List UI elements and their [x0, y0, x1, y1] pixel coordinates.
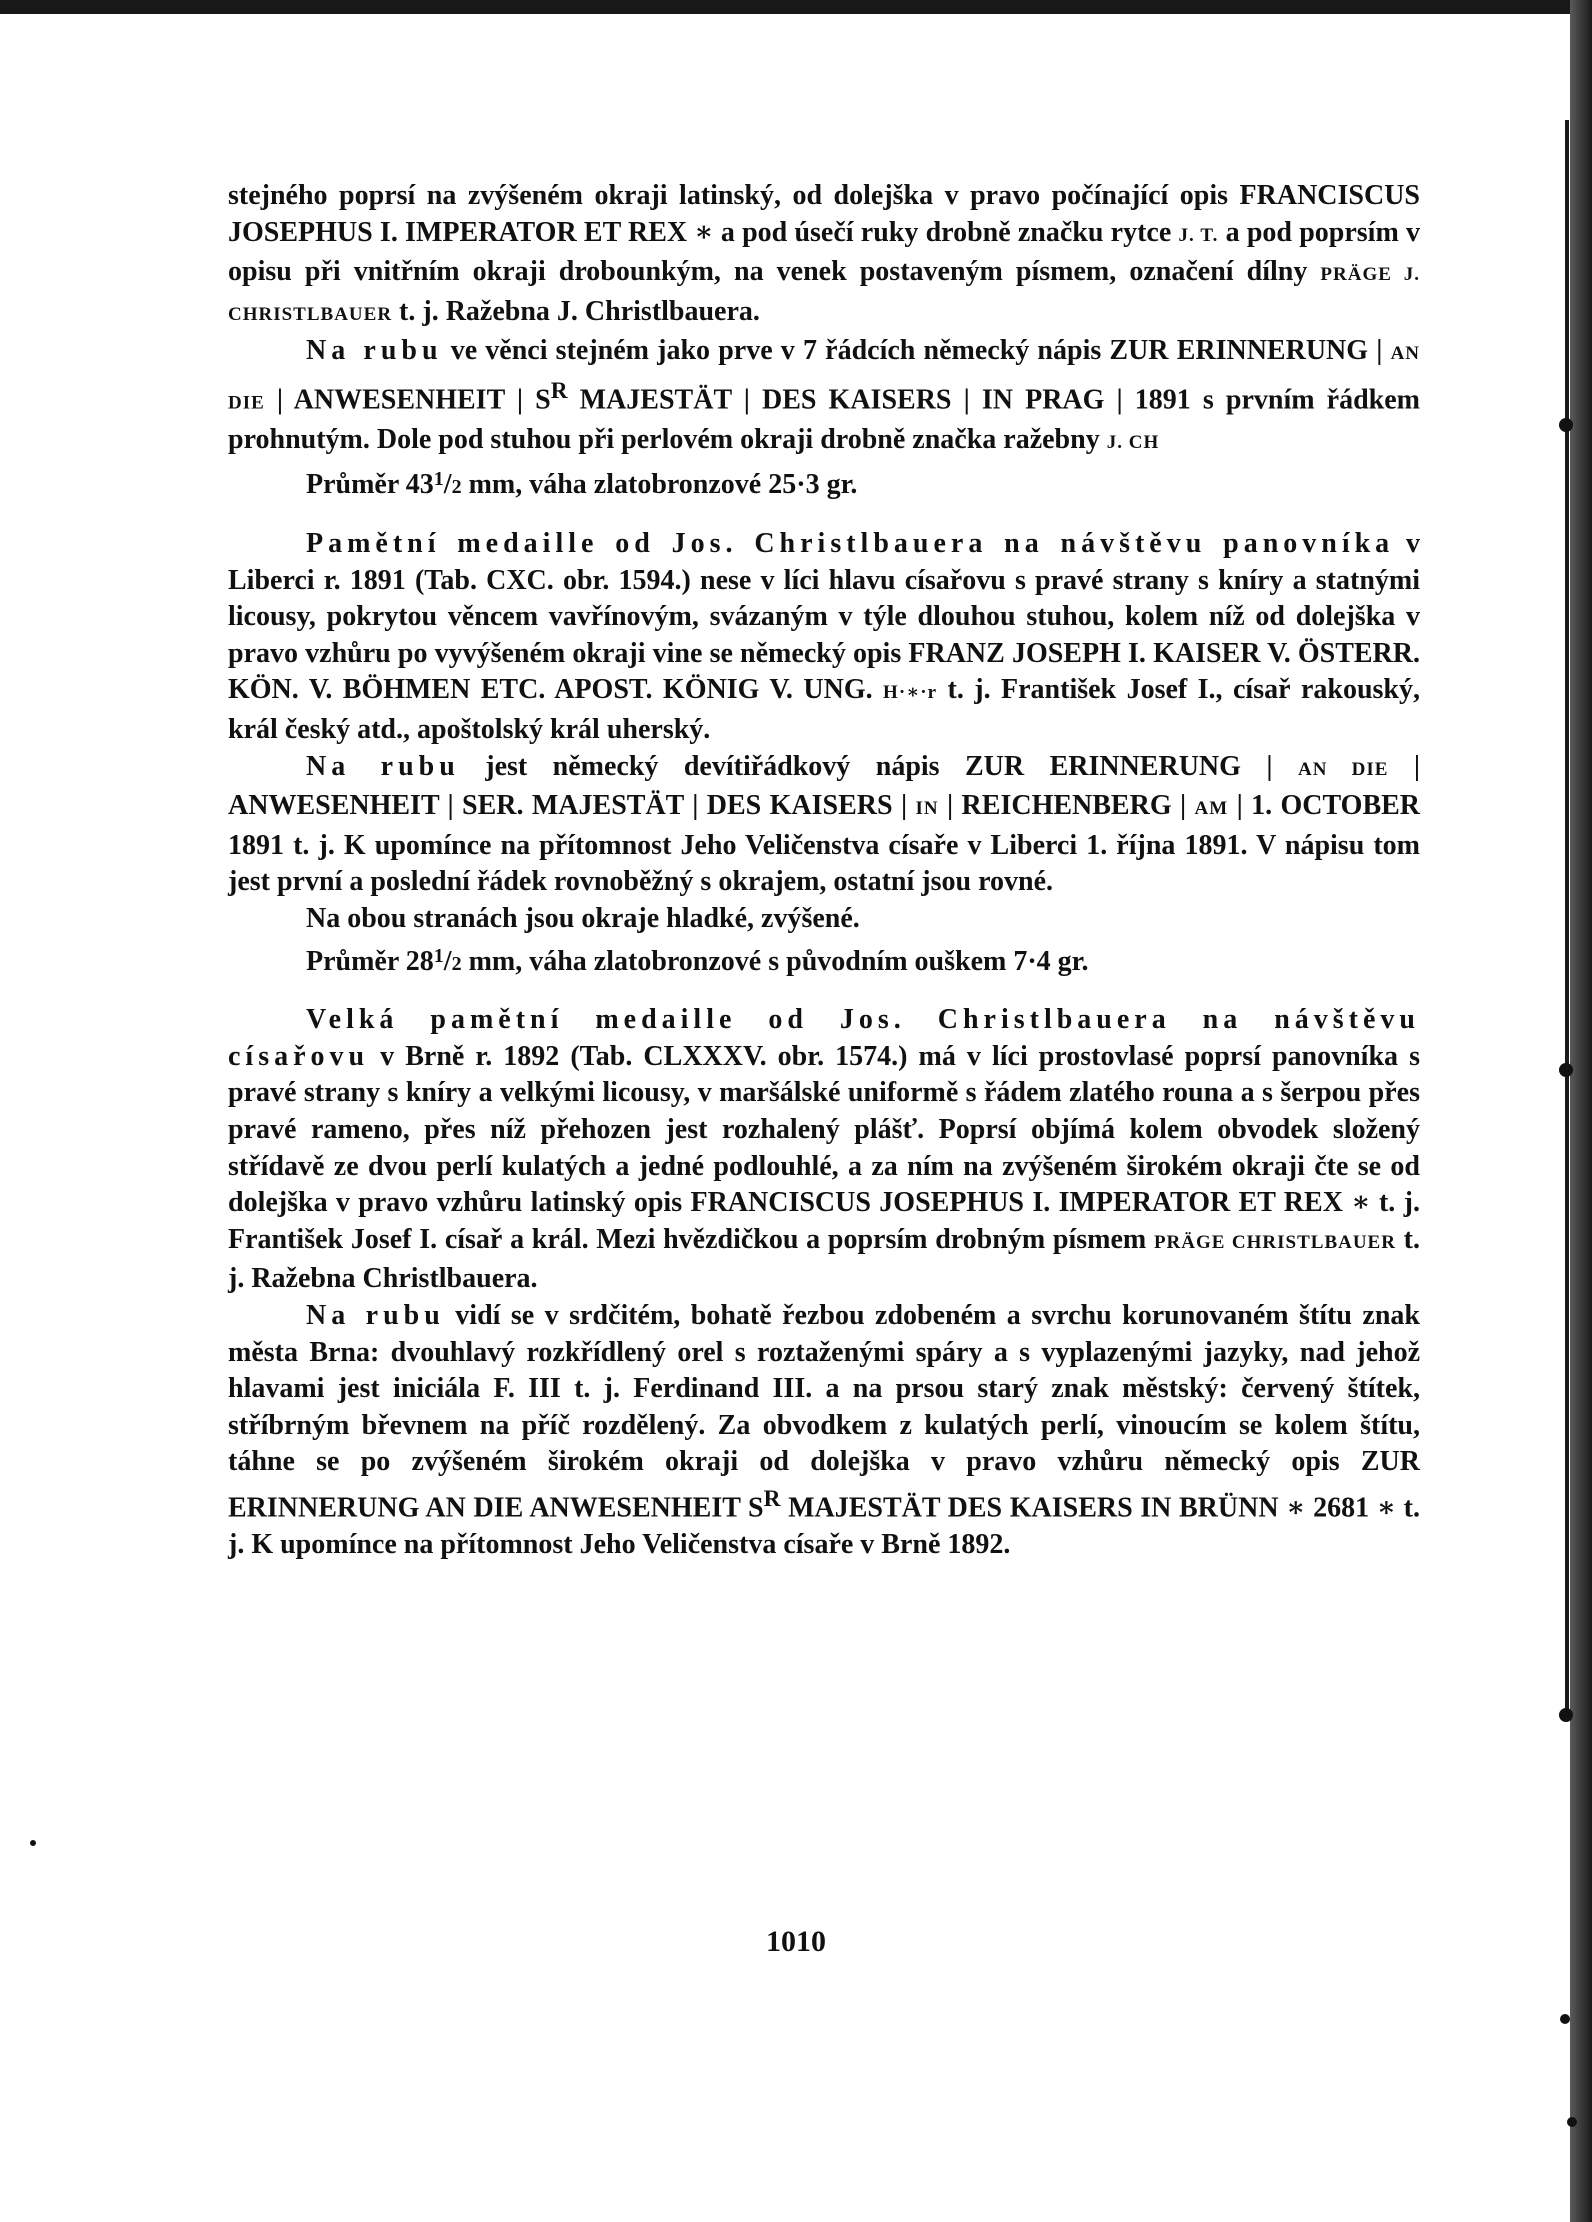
text-run: | ANWESENHEIT | S [264, 384, 551, 416]
text-run: t. j. Ražebna Christlbauera. [228, 1223, 1421, 1295]
text-run: jest německý devítiřádkový nápis ZUR ERINNERUNG | [459, 750, 1298, 782]
spaced-lead: Na rubu [306, 750, 460, 782]
spaced-lead: Na rubu [306, 1299, 445, 1331]
text-run: v Brně r. 1892 (Tab. CLXXXV. obr. 1574.) má v líci prostovlasé poprsí panovníka s pravé strany s kníry a velkými licousy, v maršálské uniformě s řádem zlatého rouna a s šerpou přes pravé rameno, přes níž přehozen jest rozhalený plášť. Poprsí objímá kolem obvodek složený střídavě ze dvou perlí kulatých a jedné podlouhlé, a za ním na zvýšeném širokém okraji čte se od dolejška v pravo vzhůru latinský opis FRANCISCUS JOSEPHUS I. IMPERATOR ET REX ∗ t. j. František Josef I. císař a král. Mezi hvězdičkou a poprsím drobným písmem [228, 1040, 1420, 1255]
scan-dot-left [30, 1840, 36, 1846]
paragraph-9 [228, 1298, 1420, 1563]
margin-mark-2 [1559, 1063, 1573, 1077]
text-run: mm, váha zlatobronzové s původním ouškem 7·4 gr. [461, 945, 1089, 977]
paragraph-8 [228, 1002, 1420, 1298]
spaced-lead: Na rubu [306, 335, 443, 367]
page-number: 1010 [766, 1925, 826, 1958]
engraver-mark: J. T. [1178, 224, 1219, 246]
text-run: | ANWESENHEIT | SER. MAJESTÄT | DES KAISERS | [228, 750, 1420, 822]
text-run: MAJESTÄT DES KAISERS IN BRÜNN ∗ 2681 ∗ t. j. K upomínce na přítomnost Jeho Veličenstva císaře v Brně 1892. [228, 1492, 1420, 1560]
paragraph-6 [228, 901, 1420, 938]
margin-mark-1 [1559, 418, 1573, 432]
text-run: vidí se v srdčitém, bohatě řezbou zdobeném a svrchu korunovaném štítu znak města Brna: dvouhlavý rozkřídlený orel s roztaženými spáry a s vyplazenými jazyky, nad jehož hlavami jest iniciála F. III t. j. Ferdinand III. a na prsou starý znak městský: červený štítek, stříbrným břevnem na příč rozdělený. Za obvodkem z kulatých perlí, vinoucím se kolem štítu, táhne se po zvýšeném širokém okraji od dolejška v pravo vzhůru německý opis ZUR ERINNERUNG AN DIE ANWESENHEIT S [228, 1299, 1420, 1524]
margin-mark-5 [1567, 2117, 1577, 2127]
text-run: | 1. OCTOBER 1891 t. j. K upomínce na přítomnost Jeho Veličenstva císaře v Liberci 1. října 1891. V nápisu tom jest první a poslední řádek rovnoběžný s okrajem, ostatní jsou rovné. [228, 790, 1421, 898]
fraction-denominator: 2 [451, 952, 462, 975]
text-run: t. j. Ražebna J. Christlbauera. [392, 295, 760, 327]
workshop-mark: PRÄGE CHRISTLBAUER [1153, 1231, 1396, 1253]
workshop-mark: PRÄGE J. CHRISTLBAUER [228, 264, 1421, 325]
small-caps-run: AM [1194, 798, 1229, 820]
margin-rule-lower [1565, 1070, 1569, 1710]
paragraph-2 [228, 333, 1420, 461]
mint-mark: J. CH [1106, 431, 1160, 453]
superscript: R [550, 377, 568, 404]
margin-rule-upper [1565, 120, 1569, 420]
paragraph-4 [228, 526, 1420, 749]
text-run: a pod poprsím v opisu při vnitřním okraji drobounkým, na venek postaveným písmem, označení dílny [228, 216, 1421, 288]
text-run: Průměr 43 [306, 469, 434, 501]
text-run: | REICHENBERG | [938, 790, 1195, 822]
text-run: mm, váha zlatobronzové 25·3 gr. [461, 469, 858, 501]
text-run: Průměr 28 [306, 945, 434, 977]
fraction-numerator: 1 [433, 468, 444, 491]
paragraph-1 [228, 178, 1420, 333]
text-run: ve věnci stejném jako prve v 7 řádcích německý nápis ZUR ERINNERUNG | [442, 335, 1391, 367]
engraver-mark: H·∗·r [883, 682, 938, 704]
fraction-numerator: 1 [433, 944, 444, 967]
text-run: MAJESTÄT | DES KAISERS | IN PRAG | 1891 s prvním řádkem prohnutým. Dole pod stuhou při perlovém okraji drobně značka ražebny [228, 384, 1420, 455]
margin-mark-3 [1559, 1708, 1573, 1722]
page-body [228, 178, 1420, 1563]
margin-rule-middle [1565, 425, 1569, 1065]
small-caps-run: IN [915, 798, 939, 820]
fraction-denominator: 2 [451, 476, 462, 499]
paragraph-7-diameter: Průměr $28^1/2$ mm, váha zlatobronzové s původním ouškem 7·4 gr. [306, 944, 1089, 977]
paragraph-5 [228, 749, 1420, 901]
superscript: R [763, 1485, 781, 1512]
text-run: stejného poprsí na zvýšeném okraji latinský, od dolejška v pravo počínající opis FRANCISCUS JOSEPHUS I. IMPERATOR ET REX ∗ a pod úsečí ruky drobně značku rytce [228, 180, 1420, 248]
spaced-lead: Velká pamětní medaille od Jos. Christlbauera na návštěvu císařovu [228, 1004, 1420, 1072]
spaced-lead: Pamětní medaille od Jos. Christlbauera na návštěvu panovníka [306, 528, 1395, 560]
scan-edge-right [1570, 0, 1592, 2222]
scan-edge-top [0, 0, 1592, 14]
text-run: v Liberci r. 1891 (Tab. CXC. obr. 1594.) nese v líci hlavu císařovu s pravé strany s kníry a statnými licousy, pokrytou věncem vavřínovým, svázaným v týle dlouhou stuhou, kolem níž od dolejška v pravo vzhůru po vyvýšeném okraji vine se německý opis FRANZ JOSEPH I. KAISER V. ÖSTERR. KÖN. V. BÖHMEN ETC. APOST. KÖNIG V. UNG. [228, 528, 1420, 706]
small-caps-run: AN DIE [228, 343, 1421, 414]
small-caps-run: AN DIE [1297, 758, 1389, 780]
text-run: t. j. František Josef I., císař rakouský, král český atd., apoštolský král uherský. [228, 674, 1421, 746]
text-run: Na obou stranách jsou okraje hladké, zvýšené. [306, 903, 860, 935]
margin-mark-4 [1560, 2014, 1570, 2024]
paragraph-3-diameter: Průměr $43^1/2$ mm, váha zlatobronzové 25·3 gr. [306, 468, 858, 501]
